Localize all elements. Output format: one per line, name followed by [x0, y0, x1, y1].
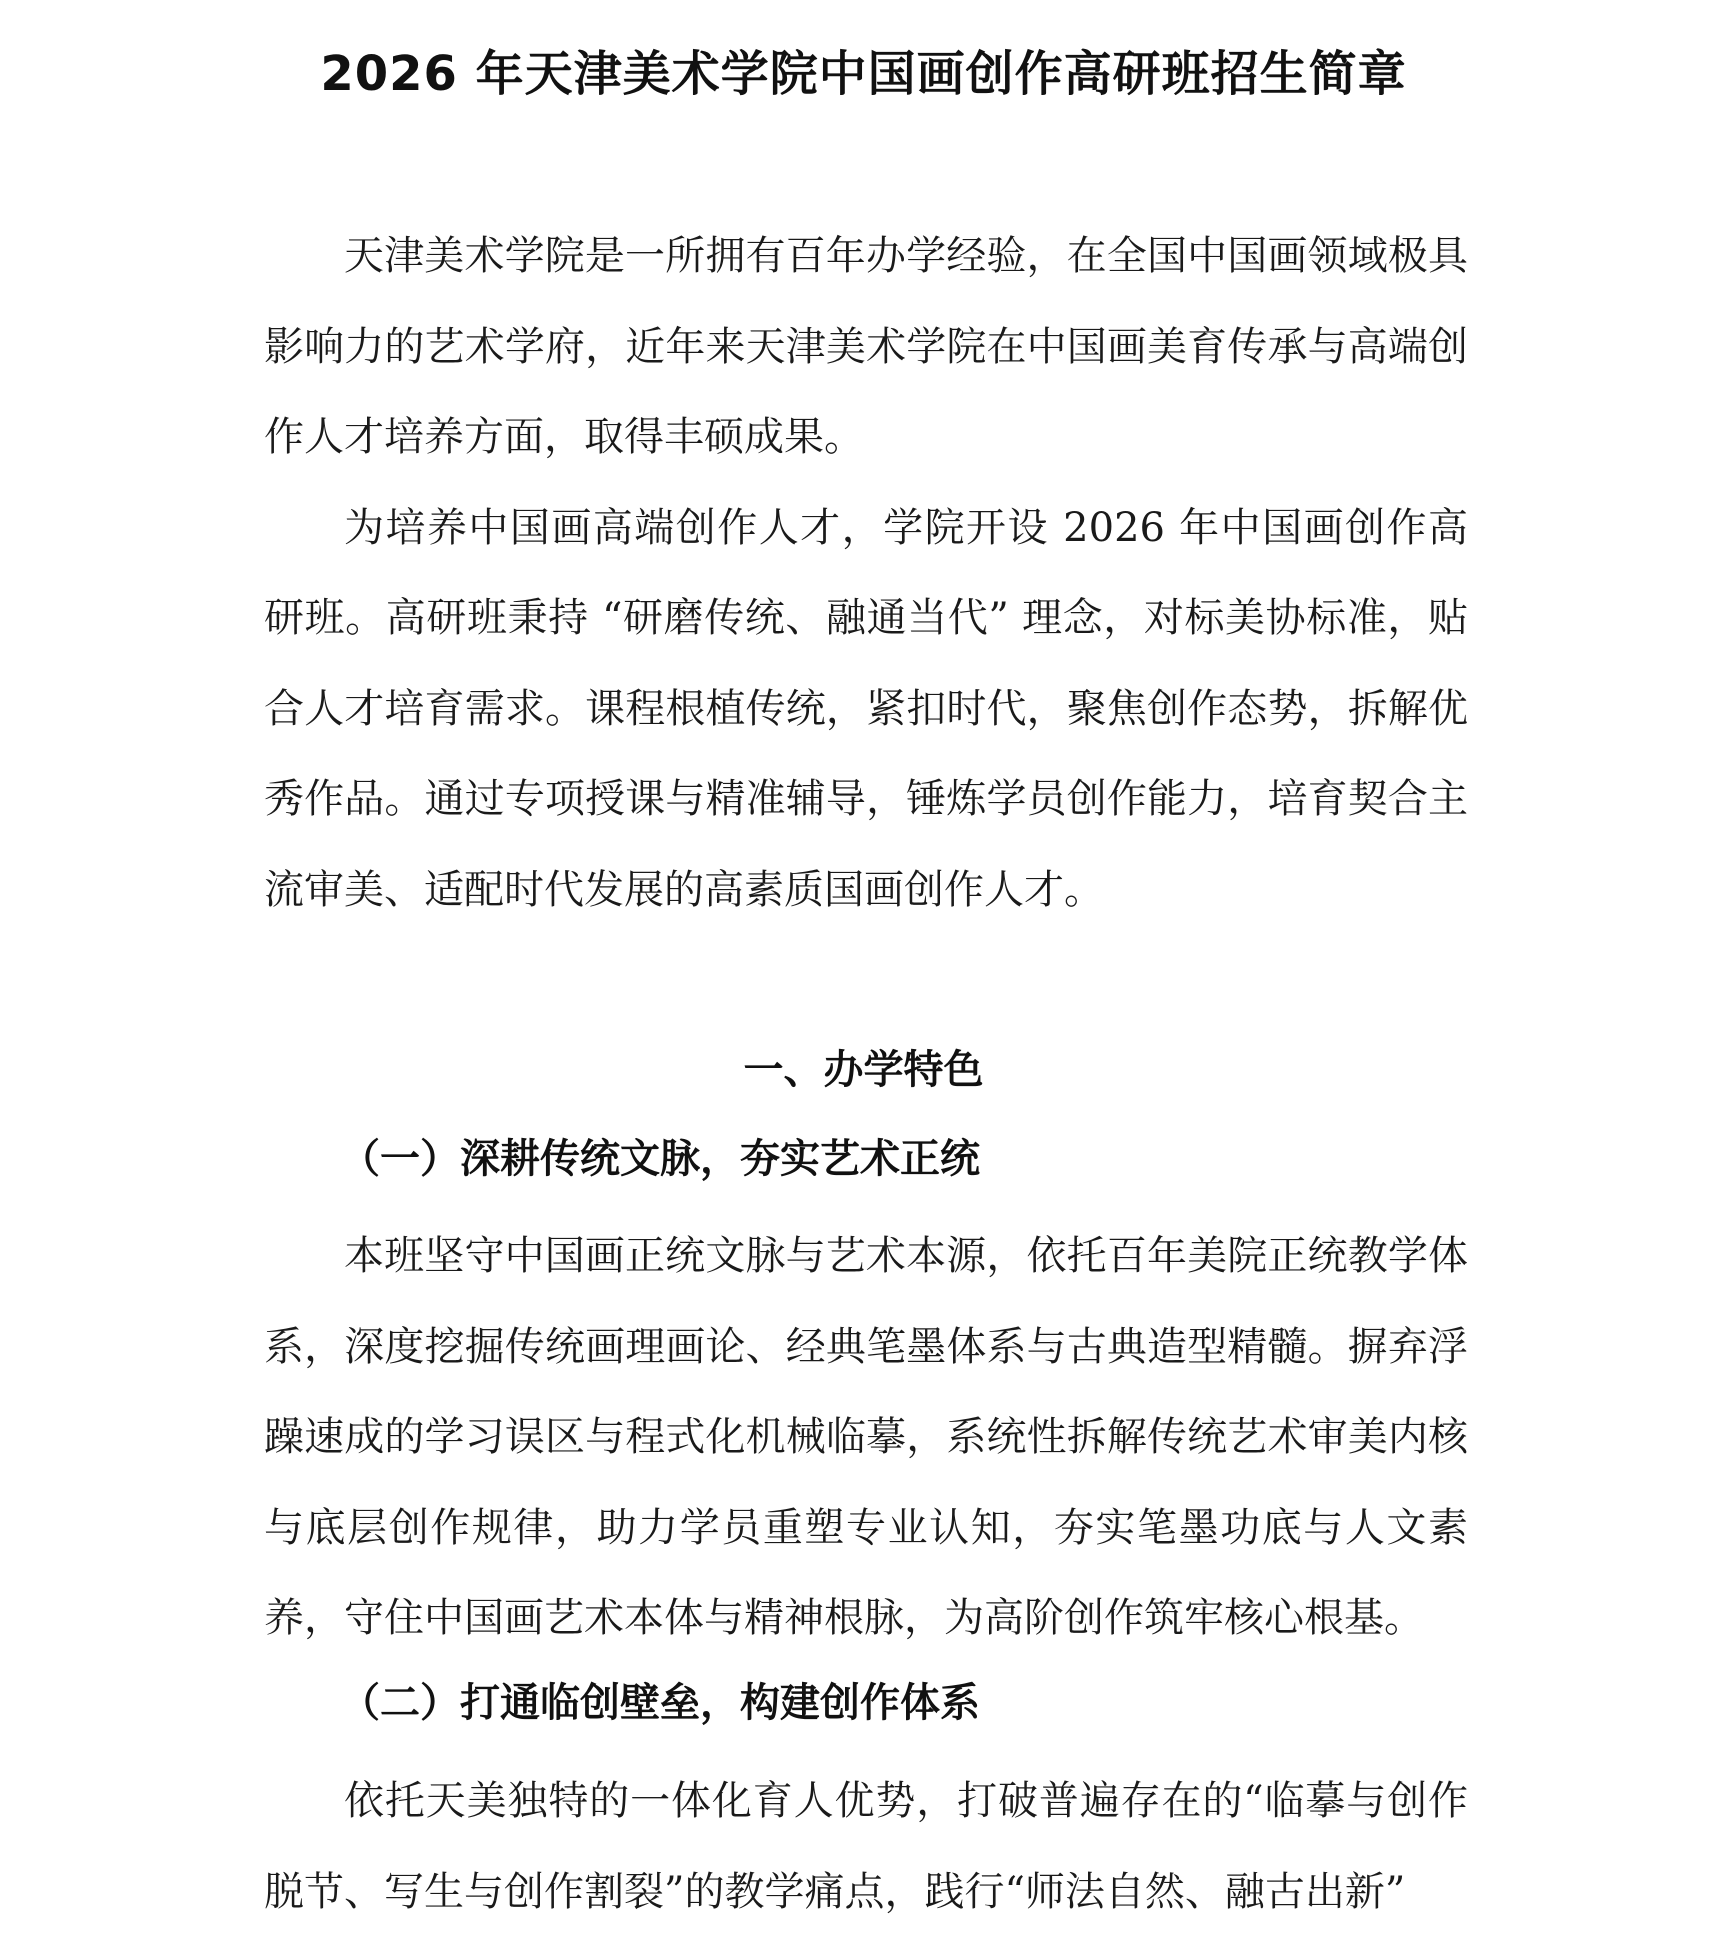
intro-paragraph-2: 为培养中国画高端创作人才，学院开设 2026 年中国画创作高研班。高研班秉持 “研磨传统、融通当代” 理念，对标美协标准，贴合人才培育需求。课程根植传统，紧扣时代，聚焦创作态势，拆解优秀作品。通过专项授课与精准辅导，锤炼学员创作能力，培育契合主流审美、适配时代发展的高素质国画创作人才。	[264, 504, 1468, 913]
section-heading-1: 一、办学特色	[743, 1047, 984, 1093]
subsection-1-body	[264, 1211, 1468, 1664]
subsection-2-paragraph: 依托天美独特的一体化育人优势，打破普遍存在的“临摹与创作脱节、写生与创作割裂”的教学痛点，践行“师法自然、融古出新”	[264, 1778, 1468, 1915]
subsection-heading-2: （二）打通临创壁垒，构建创作体系	[340, 1680, 980, 1726]
subsection-heading-1: （一）深耕传统文脉，夯实艺术正统	[340, 1136, 980, 1182]
intro-section	[264, 211, 1468, 935]
document-title: 2026 年天津美术学院中国画创作高研班招生简章	[320, 46, 1407, 102]
intro-paragraph-1: 天津美术学院是一所拥有百年办学经验，在全国中国画领域极具影响力的艺术学府，近年来天津美术学院在中国画美育传承与高端创作人才培养方面，取得丰硕成果。	[264, 233, 1468, 460]
subsection-2-body	[264, 1756, 1468, 1937]
subsection-1-paragraph: 本班坚守中国画正统文脉与艺术本源，依托百年美院正统教学体系，深度挖掘传统画理画论、经典笔墨体系与古典造型精髓。摒弃浮躁速成的学习误区与程式化机械临摹，系统性拆解传统艺术审美内核与底层创作规律，助力学员重塑专业认知，夯实笔墨功底与人文素养，守住中国画艺术本体与精神根脉，为高阶创作筑牢核心根基。	[264, 1233, 1468, 1641]
